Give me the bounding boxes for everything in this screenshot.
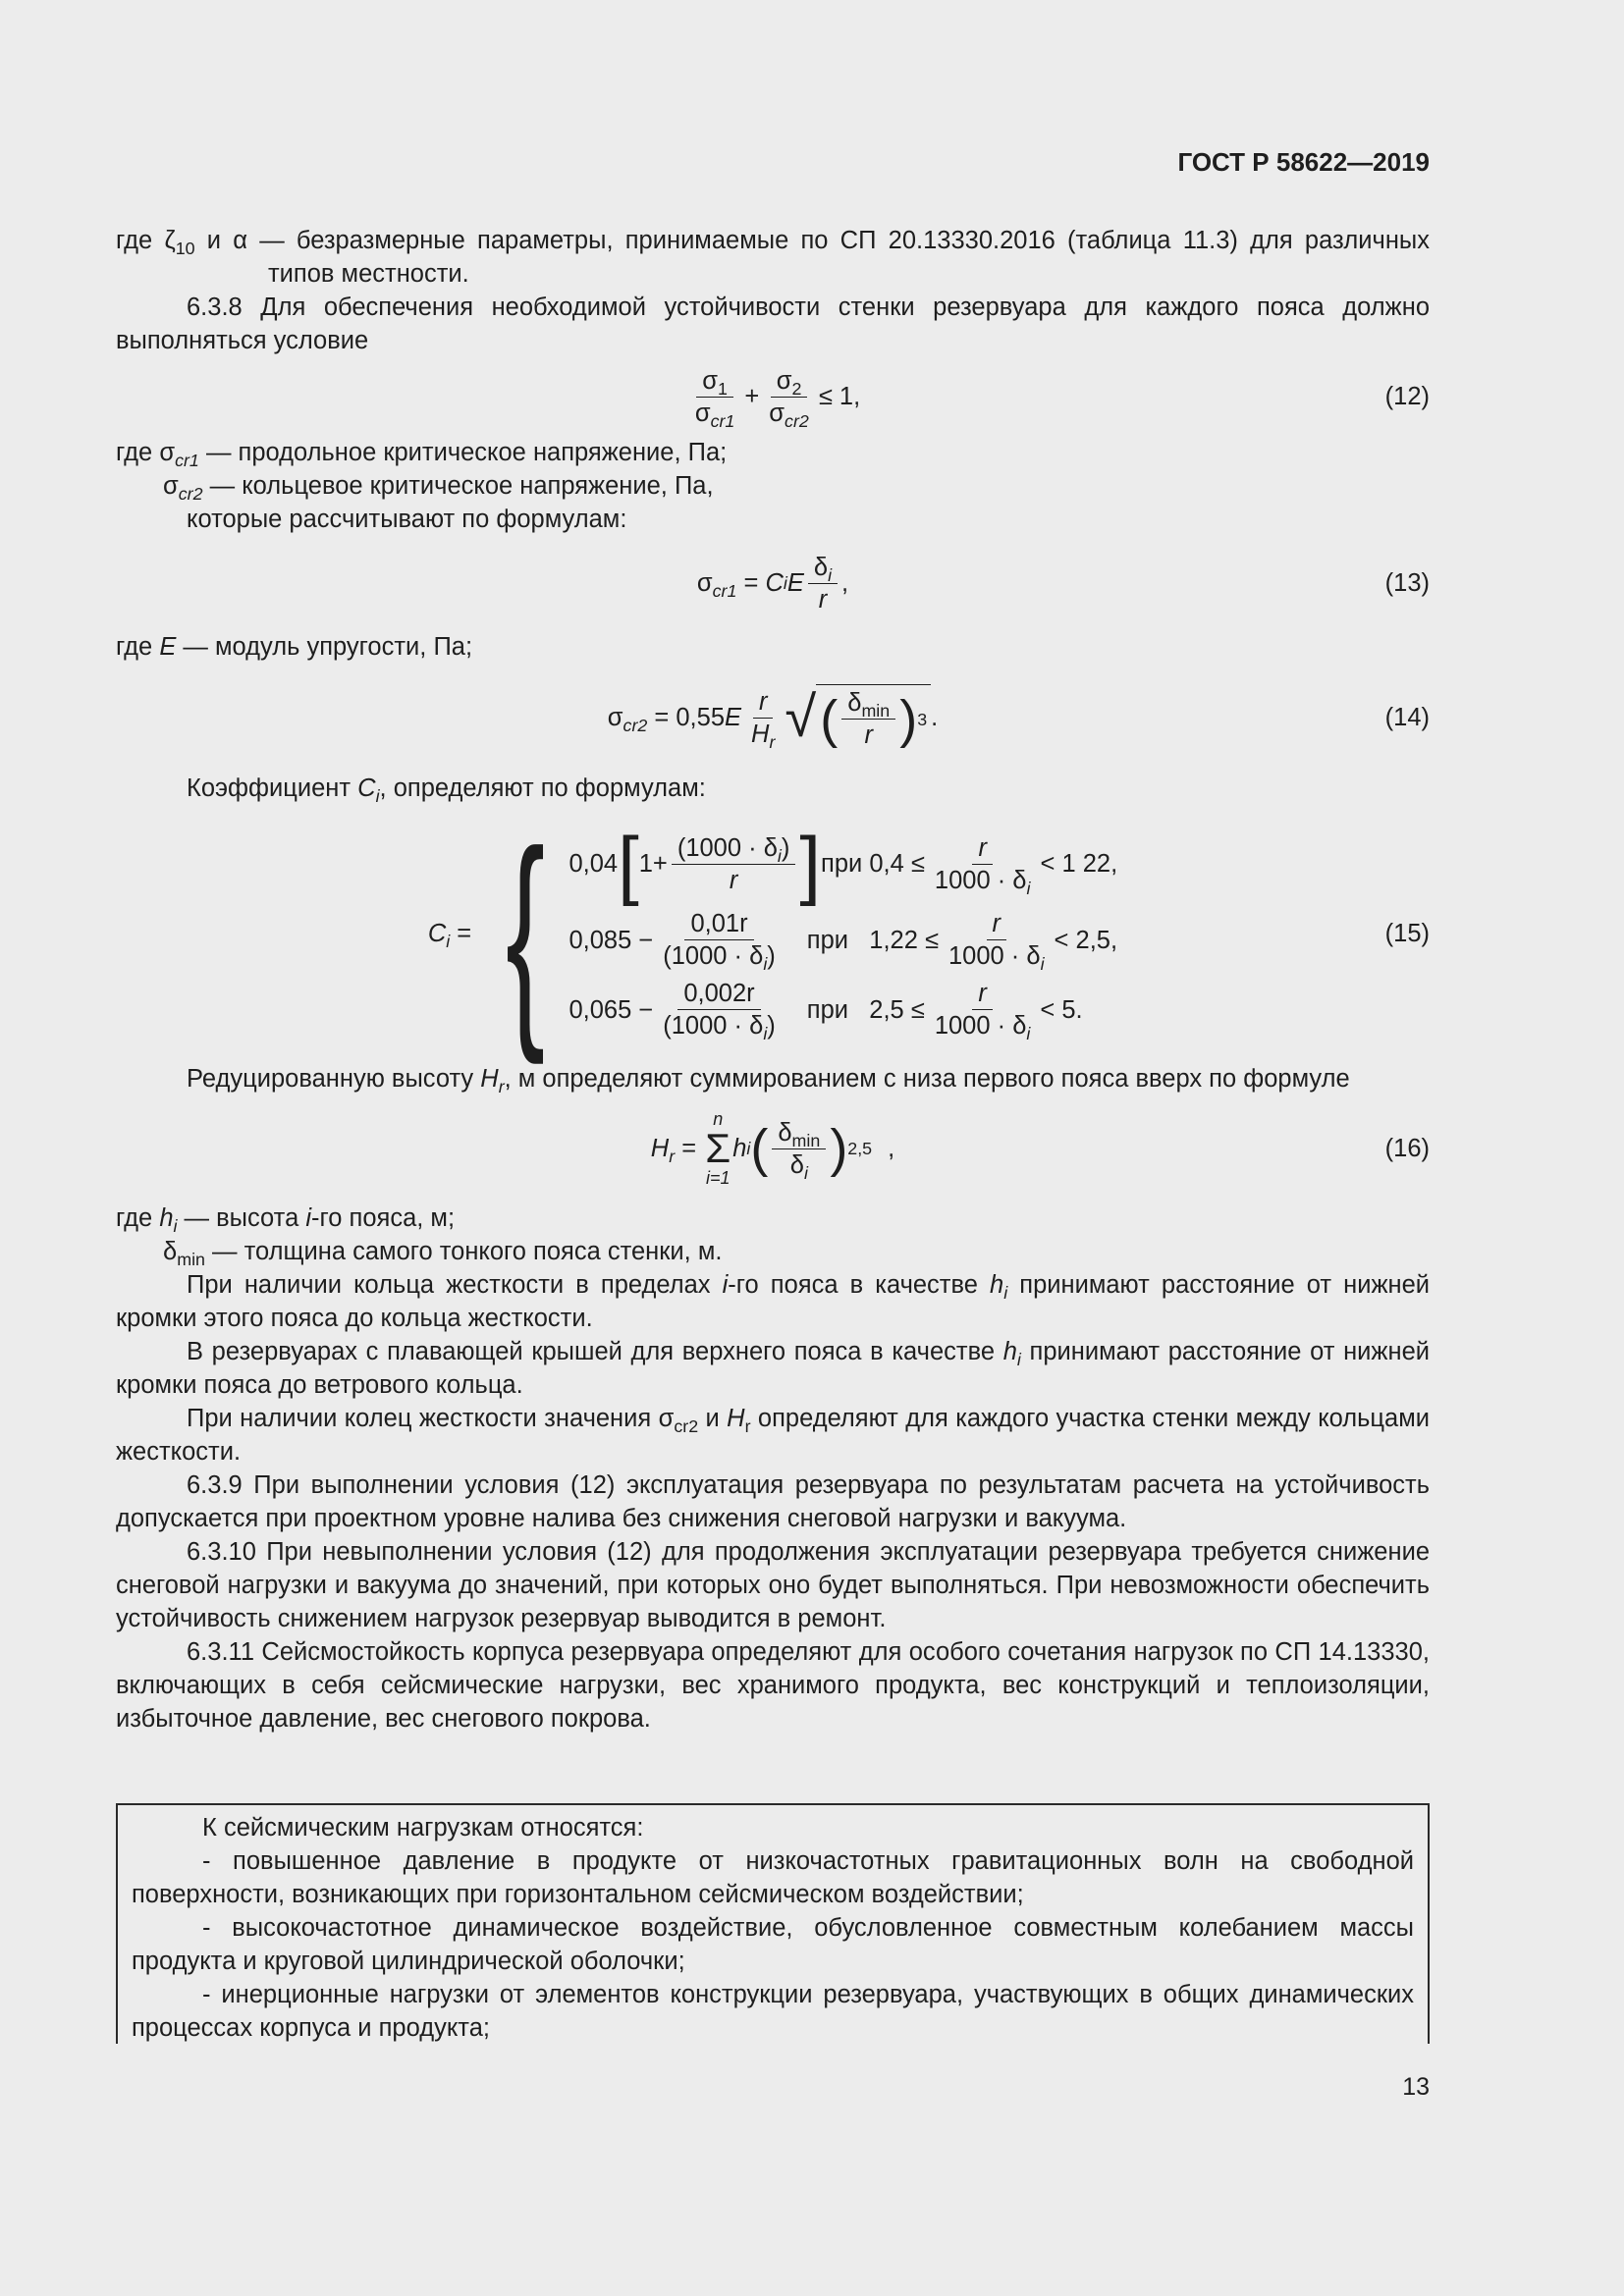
paragraph-6-3-9: 6.3.9 При выполнении условия (12) эксплуатация резервуара по результатам расчета на устойчивость допускается при проектном уровне налива без снижения снеговой нагрузки и вакуума. <box>116 1471 1430 1532</box>
box-item: - повышенное давление в продукте от низкочастотных гравитационных волн на свободной поверхности, возникающих при горизонтальном сейсмическом воздействии; <box>132 1847 1414 1908</box>
paragraph-formulas-intro: которые рассчитывают по формулам: <box>187 506 627 533</box>
formula-12: $\frac{\sigma_1}{\sigma_{cr1}}$ + $\frac{\sigma_2}{\sigma_{cr2}}$ ≤ 1, (12) <box>116 357 1430 436</box>
paragraph-6-3-11: 6.3.11 Сейсмостойкость корпуса резервуара определяют для особого сочетания нагрузок по СП 14.13330, включающих в себя сейсмические нагрузки, вес хранимого продукта, вес конструкций и теплоизоляции, избыточное давление, вес снегового покрова. <box>116 1638 1430 1733</box>
definition-sigma-cr2: $\sigma_{cr2}$ — кольцевое критическое напряжение, Па, <box>163 472 714 504</box>
box-item: - инерционные нагрузки от элементов конструкции резервуара, участвующих в общих динамических процессах корпуса и продукта; <box>132 1981 1414 2042</box>
definition-E: где E — модуль упругости, Па; <box>116 633 473 661</box>
curly-brace: { <box>506 802 546 1065</box>
formula-number: (15) <box>1384 920 1430 947</box>
fraction-sigma2: $\frac{\sigma_2}{\sigma_{cr2}}$ <box>769 366 809 431</box>
paragraph-6-3-8: 6.3.8 Для обеспечения необходимой устойчивости стенки резервуара для каждого пояса должно выполняться условие <box>116 294 1430 354</box>
formula-number: (16) <box>1384 1135 1430 1162</box>
case-row-2: 0,085 − $\frac{0,01r}{(1000 \cdot \delta_i)}$ при 1,22 ≤ $\frac{r}{1000 \cdot \delta_i}$ < 2,5, <box>568 910 1118 974</box>
fraction-delta-r: $\frac{\delta_i}{r}$ <box>808 552 838 615</box>
paragraph-stiffening-ring: При наличии кольца жесткости в пределах i-го пояса в качестве $h_i$ принимают расстояние от нижней кромки этого пояса до кольца жесткости. <box>116 1271 1431 1332</box>
case-row-1: 0,04 [ 1+ $\frac{(1000 \cdot \delta_i)}{r}$ ] при 0,4 ≤ $\frac{r}{1000 \cdot \delta_i}$ < 1 22, <box>568 821 1118 907</box>
definition-hi: где $h_i$ — высота i-го пояса, м; <box>116 1204 456 1236</box>
square-root: √ ( $\frac{\delta_{min}}{r}$ ) 3 <box>785 684 931 751</box>
paragraph-rings: При наличии колец жесткости значения $\sigma_{cr2}$ и $H_r$ определяют для каждого участка стенки между кольцами жесткости. <box>116 1405 1430 1466</box>
formula-number: (14) <box>1384 704 1430 731</box>
fraction-sigma1: $\frac{\sigma_1}{\sigma_{cr1}}$ <box>694 366 735 431</box>
alpha-symbol: α <box>233 227 247 254</box>
case-row-3: 0,065 − $\frac{0,002r}{(1000 \cdot \delta_i)}$ при 2,5 ≤ $\frac{r}{1000 \cdot \delta_i}$ < 5. <box>568 980 1083 1043</box>
paragraph-floating-roof: В резервуарах с плавающей крышей для верхнего пояса в качестве $h_i$ принимают расстояние от нижней кромки пояса до ветрового кольца. <box>116 1338 1430 1399</box>
definition-delta-min: $\delta_{min}$ — толщина самого тонкого пояса стенки, м. <box>163 1238 723 1269</box>
formula-14: $\sigma_{cr2}$ = 0,55 E $\frac{r}{H_r}$ √ ( $\frac{\delta_{min}}{r}$ ) 3 . (14) <box>607 685 1430 752</box>
fraction-r-Hr: $\frac{r}{H_r}$ <box>751 687 776 752</box>
summation: n Σ i=1 <box>705 1109 731 1188</box>
seismic-loads-box <box>116 1803 1430 2044</box>
definition-sigma-cr1: где $\sigma_{cr1}$ — продольное критическое напряжение, Па; <box>116 439 728 470</box>
page-number: 13 <box>1402 2073 1430 2101</box>
paragraph-params: где $\zeta_{10}$ и α — безразмерные параметры, принимаемые по СП 20.13330.2016 (таблица 11.3) для различных типов местности. <box>116 227 1430 288</box>
box-item: - высокочастотное динамическое воздействие, обусловленное совместным колебанием массы продукта и круговой цилиндрической оболочки; <box>132 1914 1414 1975</box>
formula-13: $\sigma_{cr1}$ = C i E $\frac{\delta_i}{r}$ , (13) <box>696 553 1430 614</box>
document-header: ГОСТ Р 58622—2019 <box>1177 147 1430 177</box>
formula-number: (12) <box>1384 383 1430 410</box>
zeta-symbol: ζ <box>164 227 176 254</box>
paragraph-reduced-height: Редуцированную высоту $H_r$, м определяют суммированием с низа первого пояса вверх по формуле <box>187 1065 1350 1096</box>
formula-16: $H_r$ = n Σ i=1 h i ( $\frac{\delta_{min}}{\delta_i}$ ) 2,5 , (16) <box>650 1109 1430 1188</box>
box-title: К сейсмическим нагрузкам относятся: <box>202 1814 644 1842</box>
paragraph-6-3-10: 6.3.10 При невыполнении условия (12) для продолжения эксплуатации резервуара требуется снижение снеговой нагрузки и вакуума до значений, при которых оно будет выполняться. При невозможности обеспечить устойчивость снижением нагрузок резервуар выводится в ремонт. <box>116 1538 1430 1632</box>
document-body <box>116 224 1430 1735</box>
formula-15: $C_i$ = { 0,04 [ 1+ $\frac{(1000 \cdot \delta_i)}{r}$ ] при 0,4 ≤ $\frac{r}{1000 \cdot \delta_i}$ < 1 22, 0,085 − $\frac{0,01r}{(1000 \cdot \delta_i)}$ при 1,22 ≤ $\frac{r}{1000 \cdot \delta_i}$ < 2,5, 0,065 − $\frac{0,002r}{(1000 \cdot \delta_i)}$ при 2,5 ≤ $\frac{r}{1000 \cdot \delta_i}$ < 5. (15) <box>427 802 1430 1065</box>
formula-number: (13) <box>1384 569 1430 597</box>
paragraph-coefficient: Коэффициент $C_i$, определяют по формулам: <box>187 774 706 806</box>
